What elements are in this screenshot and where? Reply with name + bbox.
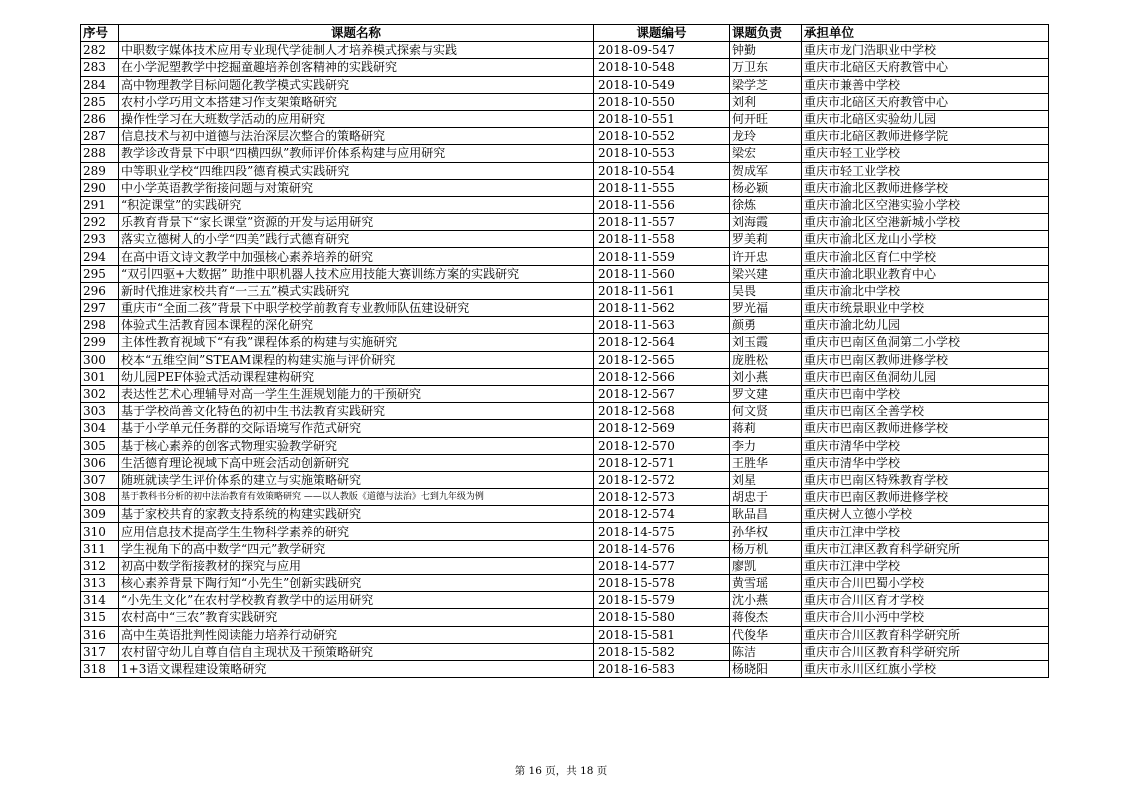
row-project-name: 新时代推进家校共育“一三五”模式实践研究 [119, 282, 594, 299]
row-seq: 295 [81, 265, 119, 282]
table-row [81, 592, 1049, 609]
row-project-lead: 耿品昌 [730, 506, 802, 523]
row-project-code: 2018-11-556 [594, 196, 730, 213]
row-organization: 重庆市巴南区全善学校 [802, 403, 1049, 420]
row-project-code: 2018-12-568 [594, 403, 730, 420]
table-row [81, 231, 1049, 248]
row-project-name: 基于学校尚善文化特色的初中生书法教育实践研究 [119, 403, 594, 420]
project-table [80, 24, 1049, 678]
row-project-code: 2018-12-569 [594, 420, 730, 437]
row-project-name: “小先生文化”在农村学校教育教学中的运用研究 [119, 592, 594, 609]
row-project-code: 2018-10-548 [594, 59, 730, 76]
row-project-name: 随班就读学生评价体系的建立与实施策略研究 [119, 471, 594, 488]
row-organization: 重庆市巴南区教师进修学校 [802, 489, 1049, 506]
row-organization: 重庆市合川小沔中学校 [802, 609, 1049, 626]
table-row [81, 248, 1049, 265]
table-row [81, 76, 1049, 93]
table-row [81, 265, 1049, 282]
row-project-lead: 梁学芝 [730, 76, 802, 93]
row-project-name: 主体性教育视域下“有我”课程体系的构建与实施研究 [119, 334, 594, 351]
row-seq: 291 [81, 196, 119, 213]
row-seq: 285 [81, 93, 119, 110]
table-row [81, 59, 1049, 76]
row-project-lead: 刘小燕 [730, 368, 802, 385]
row-project-name: 高中生英语批判性阅读能力培养行动研究 [119, 626, 594, 643]
table-row [81, 93, 1049, 110]
row-project-name: 中等职业学校“四维四段”德育模式实践研究 [119, 162, 594, 179]
row-seq: 318 [81, 660, 119, 677]
row-seq: 313 [81, 575, 119, 592]
row-seq: 299 [81, 334, 119, 351]
row-project-code: 2018-11-557 [594, 214, 730, 231]
table-row [81, 42, 1049, 59]
row-project-name: 操作性学习在大班数学活动的应用研究 [119, 110, 594, 127]
row-organization: 重庆市渝北中学校 [802, 282, 1049, 299]
row-seq: 305 [81, 437, 119, 454]
table-row [81, 660, 1049, 677]
row-seq: 306 [81, 454, 119, 471]
table-row [81, 282, 1049, 299]
row-organization: 重庆市合川巴蜀小学校 [802, 575, 1049, 592]
row-project-name: 高中物理教学目标问题化教学模式实践研究 [119, 76, 594, 93]
row-seq: 302 [81, 385, 119, 402]
row-seq: 315 [81, 609, 119, 626]
row-project-lead: 蒋莉 [730, 420, 802, 437]
row-project-lead: 刘星 [730, 471, 802, 488]
row-project-lead: 陈洁 [730, 643, 802, 660]
row-project-name: 基于核心素养的创客式物理实验教学研究 [119, 437, 594, 454]
header-project-name: 课题名称 [119, 25, 594, 42]
row-project-lead: 沈小燕 [730, 592, 802, 609]
row-project-lead: 吴畏 [730, 282, 802, 299]
row-seq: 284 [81, 76, 119, 93]
row-project-name: 农村留守幼儿自尊自信自主现状及干预策略研究 [119, 643, 594, 660]
row-project-name: 在小学泥塑教学中挖掘童趣培养创客精神的实践研究 [119, 59, 594, 76]
row-project-code: 2018-11-558 [594, 231, 730, 248]
table-row [81, 575, 1049, 592]
table-row [81, 454, 1049, 471]
table-row [81, 368, 1049, 385]
row-organization: 重庆市巴南区鱼洞第二小学校 [802, 334, 1049, 351]
row-seq: 293 [81, 231, 119, 248]
row-project-name: 信息技术与初中道德与法治深层次整合的策略研究 [119, 128, 594, 145]
row-project-name: 生活德育理论视域下高中班会活动创新研究 [119, 454, 594, 471]
row-project-code: 2018-11-561 [594, 282, 730, 299]
row-project-name: 1+3语文课程建设策略研究 [119, 660, 594, 677]
row-seq: 290 [81, 179, 119, 196]
row-project-lead: 廖凯 [730, 557, 802, 574]
row-project-lead: 蒋俊杰 [730, 609, 802, 626]
row-organization: 重庆市北碚区天府教管中心 [802, 93, 1049, 110]
row-seq: 304 [81, 420, 119, 437]
project-table-sheet [80, 24, 1049, 678]
row-project-name: 乐教育背景下“家长课堂”资源的开发与运用研究 [119, 214, 594, 231]
row-project-lead: 代俊华 [730, 626, 802, 643]
table-row [81, 110, 1049, 127]
table-row [81, 351, 1049, 368]
row-project-code: 2018-15-581 [594, 626, 730, 643]
table-row [81, 489, 1049, 506]
row-project-code: 2018-11-559 [594, 248, 730, 265]
row-project-lead: 梁宏 [730, 145, 802, 162]
row-project-code: 2018-12-567 [594, 385, 730, 402]
row-organization: 重庆市合川区教育科学研究所 [802, 626, 1049, 643]
row-organization: 重庆市渝北区空港实验小学校 [802, 196, 1049, 213]
row-project-name: 教学诊改背景下中职“四横四纵”教师评价体系构建与应用研究 [119, 145, 594, 162]
row-project-name: 核心素养背景下陶行知“小先生”创新实践研究 [119, 575, 594, 592]
table-row [81, 334, 1049, 351]
row-project-lead: 孙华权 [730, 523, 802, 540]
table-row [81, 557, 1049, 574]
row-organization: 重庆市渝北区育仁中学校 [802, 248, 1049, 265]
row-seq: 301 [81, 368, 119, 385]
row-organization: 重庆市渝北区空港新城小学校 [802, 214, 1049, 231]
row-organization: 重庆市轻工业学校 [802, 162, 1049, 179]
table-row [81, 145, 1049, 162]
row-project-name: 重庆市“全面二孩”背景下中职学校学前教育专业教师队伍建设研究 [119, 300, 594, 317]
row-organization: 重庆树人立德小学校 [802, 506, 1049, 523]
table-row [81, 403, 1049, 420]
row-seq: 310 [81, 523, 119, 540]
row-project-name: 落实立德树人的小学“四美”践行式德育研究 [119, 231, 594, 248]
row-seq: 286 [81, 110, 119, 127]
row-project-code: 2018-11-555 [594, 179, 730, 196]
row-project-code: 2018-12-565 [594, 351, 730, 368]
row-project-code: 2018-12-564 [594, 334, 730, 351]
row-project-name: 表达性艺术心理辅导对高一学生生涯规划能力的干预研究 [119, 385, 594, 402]
row-project-lead: 王胜华 [730, 454, 802, 471]
row-project-code: 2018-12-570 [594, 437, 730, 454]
row-project-lead: 刘海霞 [730, 214, 802, 231]
row-seq: 311 [81, 540, 119, 557]
row-project-code: 2018-16-583 [594, 660, 730, 677]
table-row [81, 540, 1049, 557]
row-project-name: 体验式生活教育园本课程的深化研究 [119, 317, 594, 334]
row-project-name: 中小学英语教学衔接问题与对策研究 [119, 179, 594, 196]
table-row [81, 214, 1049, 231]
row-seq: 289 [81, 162, 119, 179]
row-organization: 重庆市巴南中学校 [802, 385, 1049, 402]
row-seq: 317 [81, 643, 119, 660]
row-organization: 重庆市永川区红旗小学校 [802, 660, 1049, 677]
row-project-code: 2018-12-573 [594, 489, 730, 506]
row-project-code: 2018-11-562 [594, 300, 730, 317]
row-project-name: 农村高中“三农”教育实践研究 [119, 609, 594, 626]
row-project-lead: 罗光福 [730, 300, 802, 317]
row-project-lead: 颜勇 [730, 317, 802, 334]
row-project-lead: 杨万机 [730, 540, 802, 557]
row-organization: 重庆市渝北幼儿园 [802, 317, 1049, 334]
row-project-code: 2018-12-571 [594, 454, 730, 471]
row-project-lead: 杨必颖 [730, 179, 802, 196]
row-seq: 308 [81, 489, 119, 506]
row-project-lead: 万卫东 [730, 59, 802, 76]
row-organization: 重庆市统景职业中学校 [802, 300, 1049, 317]
row-organization: 重庆市江津中学校 [802, 557, 1049, 574]
row-project-code: 2018-12-574 [594, 506, 730, 523]
table-row [81, 506, 1049, 523]
row-seq: 300 [81, 351, 119, 368]
row-project-name: 在高中语文诗文教学中加强核心素养培养的研究 [119, 248, 594, 265]
row-organization: 重庆市清华中学校 [802, 437, 1049, 454]
row-project-lead: 罗美莉 [730, 231, 802, 248]
row-organization: 重庆市巴南区特殊教育学校 [802, 471, 1049, 488]
row-organization: 重庆市江津中学校 [802, 523, 1049, 540]
row-organization: 重庆市北碚区教师进修学院 [802, 128, 1049, 145]
row-project-name: “积淀课堂”的实践研究 [119, 196, 594, 213]
table-row [81, 471, 1049, 488]
row-project-code: 2018-10-549 [594, 76, 730, 93]
row-organization: 重庆市合川区育才学校 [802, 592, 1049, 609]
row-project-lead: 杨晓阳 [730, 660, 802, 677]
row-project-code: 2018-15-578 [594, 575, 730, 592]
row-project-code: 2018-14-576 [594, 540, 730, 557]
row-project-name: 基于教科书分析的初中法治教育有效策略研究 ——以人教版《道德与法治》七到九年级为例 [119, 489, 594, 506]
row-project-name: 中职数字媒体技术应用专业现代学徒制人才培养模式探索与实践 [119, 42, 594, 59]
row-project-lead: 刘利 [730, 93, 802, 110]
row-project-lead: 李力 [730, 437, 802, 454]
row-seq: 303 [81, 403, 119, 420]
row-project-code: 2018-15-582 [594, 643, 730, 660]
row-seq: 283 [81, 59, 119, 76]
header-project-code: 课题编号 [594, 25, 730, 42]
row-organization: 重庆市兼善中学校 [802, 76, 1049, 93]
row-project-code: 2018-15-580 [594, 609, 730, 626]
row-project-code: 2018-15-579 [594, 592, 730, 609]
row-seq: 292 [81, 214, 119, 231]
table-row [81, 385, 1049, 402]
table-row [81, 317, 1049, 334]
table-row [81, 196, 1049, 213]
row-project-lead: 刘玉霞 [730, 334, 802, 351]
table-row [81, 300, 1049, 317]
header-project-lead: 课题负责 [730, 25, 802, 42]
row-project-code: 2018-10-554 [594, 162, 730, 179]
table-row [81, 643, 1049, 660]
row-project-code: 2018-14-577 [594, 557, 730, 574]
row-project-lead: 何开旺 [730, 110, 802, 127]
row-seq: 309 [81, 506, 119, 523]
row-organization: 重庆市龙门浩职业中学校 [802, 42, 1049, 59]
header-organization: 承担单位 [802, 25, 1049, 42]
table-row [81, 609, 1049, 626]
row-project-code: 2018-14-575 [594, 523, 730, 540]
row-seq: 287 [81, 128, 119, 145]
row-project-name: 初高中数学衔接教材的探究与应用 [119, 557, 594, 574]
row-seq: 297 [81, 300, 119, 317]
row-project-lead: 黄雪瑶 [730, 575, 802, 592]
row-organization: 重庆市巴南区鱼洞幼儿园 [802, 368, 1049, 385]
row-organization: 重庆市渝北区教师进修学校 [802, 179, 1049, 196]
row-project-lead: 徐炼 [730, 196, 802, 213]
row-organization: 重庆市巴南区教师进修学校 [802, 351, 1049, 368]
table-row [81, 179, 1049, 196]
row-seq: 294 [81, 248, 119, 265]
table-row [81, 626, 1049, 643]
row-organization: 重庆市轻工业学校 [802, 145, 1049, 162]
row-project-code: 2018-10-550 [594, 93, 730, 110]
row-seq: 307 [81, 471, 119, 488]
row-project-name: 基于家校共育的家教支持系统的构建实践研究 [119, 506, 594, 523]
row-project-lead: 罗文建 [730, 385, 802, 402]
row-organization: 重庆市江津区教育科学研究所 [802, 540, 1049, 557]
row-seq: 296 [81, 282, 119, 299]
row-project-name: 幼儿园PEF体验式活动课程建构研究 [119, 368, 594, 385]
row-organization: 重庆市渝北职业教育中心 [802, 265, 1049, 282]
table-row [81, 420, 1049, 437]
row-project-lead: 钟勤 [730, 42, 802, 59]
row-organization: 重庆市巴南区教师进修学校 [802, 420, 1049, 437]
row-project-lead: 许开忠 [730, 248, 802, 265]
row-organization: 重庆市清华中学校 [802, 454, 1049, 471]
row-seq: 298 [81, 317, 119, 334]
row-project-code: 2018-10-551 [594, 110, 730, 127]
row-project-lead: 庞胜松 [730, 351, 802, 368]
row-project-code: 2018-10-552 [594, 128, 730, 145]
page-number-footer: 第 16 页，共 18 页 [514, 765, 608, 777]
row-organization: 重庆市北碚区天府教管中心 [802, 59, 1049, 76]
row-organization: 重庆市合川区教育科学研究所 [802, 643, 1049, 660]
table-header-row [81, 25, 1049, 42]
row-project-lead: 何文贤 [730, 403, 802, 420]
row-organization: 重庆市渝北区龙山小学校 [802, 231, 1049, 248]
row-organization: 重庆市北碚区实验幼儿园 [802, 110, 1049, 127]
row-project-code: 2018-12-572 [594, 471, 730, 488]
row-project-name: 应用信息技术提高学生生物科学素养的研究 [119, 523, 594, 540]
row-project-code: 2018-12-566 [594, 368, 730, 385]
table-row [81, 437, 1049, 454]
row-project-name: 农村小学巧用文本搭建习作支架策略研究 [119, 93, 594, 110]
row-project-name: 学生视角下的高中数学“四元”教学研究 [119, 540, 594, 557]
row-project-code: 2018-09-547 [594, 42, 730, 59]
row-project-lead: 胡忠于 [730, 489, 802, 506]
row-project-name: 校本“五维空间”STEAM课程的构建实施与评价研究 [119, 351, 594, 368]
header-seq: 序号 [81, 25, 119, 42]
row-seq: 314 [81, 592, 119, 609]
row-seq: 288 [81, 145, 119, 162]
row-seq: 282 [81, 42, 119, 59]
row-seq: 316 [81, 626, 119, 643]
row-seq: 312 [81, 557, 119, 574]
row-project-name: “双引四驱+大数据” 助推中职机器人技术应用技能大赛训练方案的实践研究 [119, 265, 594, 282]
row-project-lead: 贺成军 [730, 162, 802, 179]
row-project-lead: 龙玲 [730, 128, 802, 145]
row-project-code: 2018-10-553 [594, 145, 730, 162]
row-project-code: 2018-11-560 [594, 265, 730, 282]
row-project-lead: 梁兴建 [730, 265, 802, 282]
table-row [81, 162, 1049, 179]
table-row [81, 128, 1049, 145]
row-project-code: 2018-11-563 [594, 317, 730, 334]
row-project-name: 基于小学单元任务群的交际语境写作范式研究 [119, 420, 594, 437]
table-row [81, 523, 1049, 540]
